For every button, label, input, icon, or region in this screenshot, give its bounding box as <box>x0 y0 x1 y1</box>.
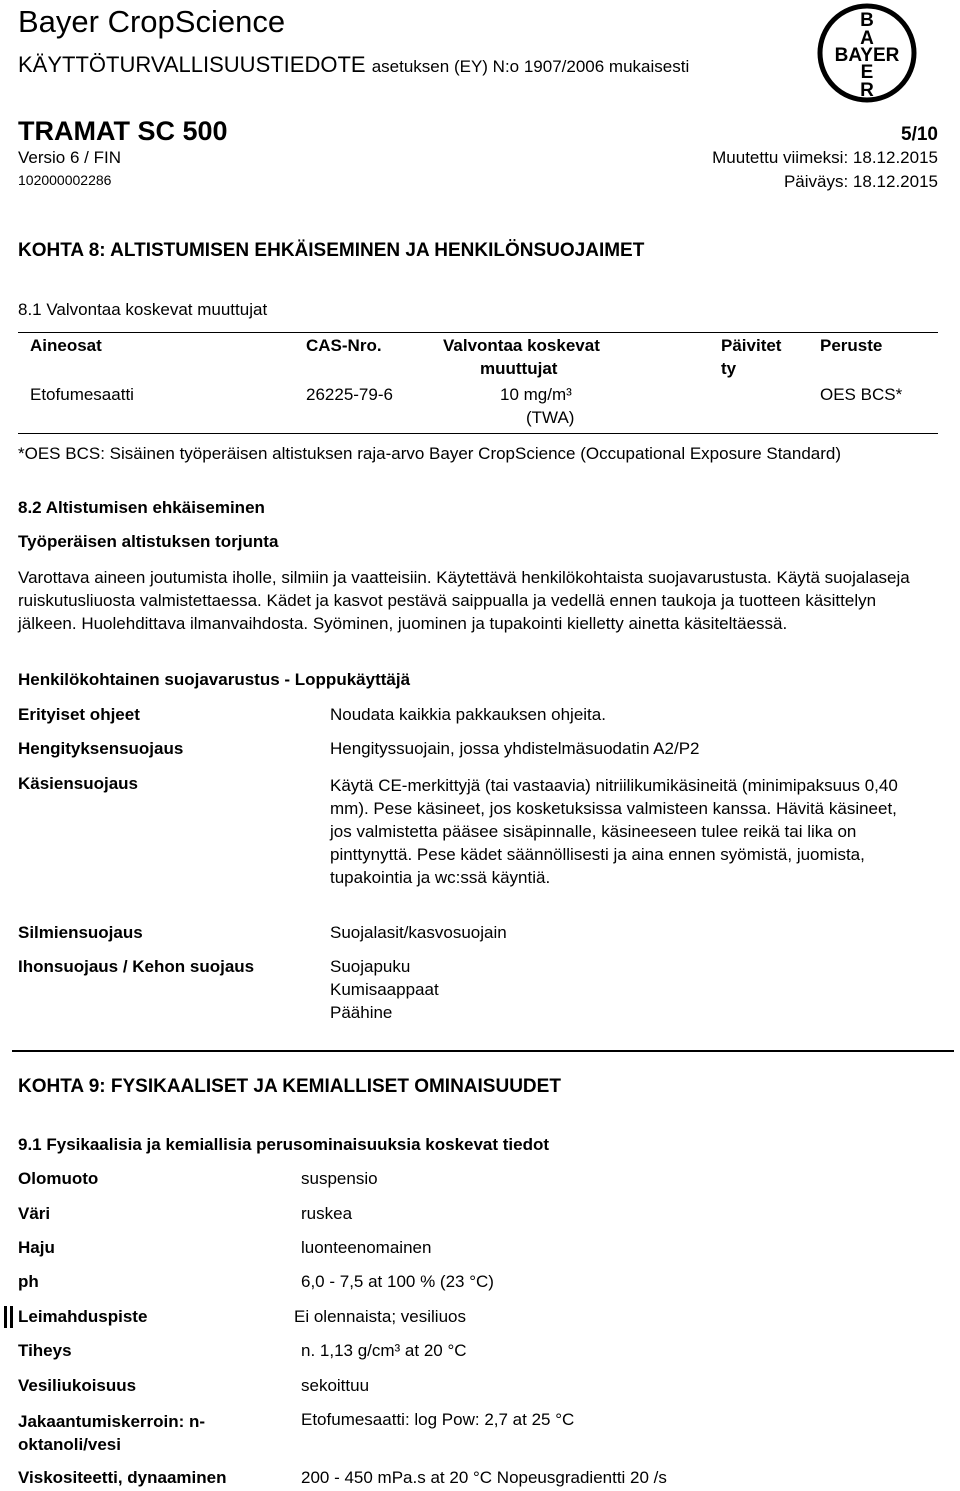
prop-label-solubility: Vesiliukoisuus <box>18 1376 137 1395</box>
bayer-cross-logo <box>816 2 918 104</box>
ppe-value-eye: Suojalasit/kasvosuojain <box>330 923 507 942</box>
document-title <box>18 52 689 78</box>
prop-label-form: Olomuoto <box>18 1169 99 1188</box>
prop-value-odor: luonteenomainen <box>301 1238 432 1257</box>
table-cell-basis: OES BCS* <box>820 385 903 404</box>
company-name: Bayer CropScience <box>18 4 286 39</box>
regulation-text: asetuksen (EY) N:o 1907/2006 mukaisesti <box>371 57 690 76</box>
prop-value-density: n. 1,13 g/cm³ at 20 °C <box>301 1341 467 1360</box>
section-divider <box>12 1050 954 1052</box>
table-cell-value-line2: (TWA) <box>526 408 575 427</box>
prop-label-flashpoint: Leimahduspiste <box>18 1307 148 1326</box>
prop-value-partition: Etofumesaatti: log Pow: 2,7 at 25 °C <box>301 1410 575 1429</box>
table-header-control-line1: Valvontaa koskevat <box>443 336 600 355</box>
prop-value-flashpoint: Ei olennaista; vesiliuos <box>294 1307 466 1326</box>
logo-letter-upper: A <box>860 28 874 49</box>
ppe-label-respiratory: Hengityksensuojaus <box>18 739 184 758</box>
table-header-component: Aineosat <box>30 336 102 355</box>
ppe-heading: Henkilökohtainen suojavarustus - Loppukäyttäjä <box>18 670 411 689</box>
section-8-title: KOHTA 8: ALTISTUMISEN EHKÄISEMINEN JA HENKILÖNSUOJAIMET <box>18 240 645 261</box>
prop-label-partition: Jakaantumiskerroin: n-oktanoli/vesi <box>18 1412 206 1454</box>
logo-word-middle: BAYER <box>834 45 900 66</box>
change-bar-right <box>10 1306 13 1328</box>
ppe-value-skin-3: Päähine <box>330 1003 393 1022</box>
prop-label-ph: ph <box>18 1272 39 1291</box>
ppe-value-general: Noudata kaikkia pakkauksen ohjeita. <box>330 705 606 724</box>
prop-label-density: Tiheys <box>18 1341 72 1360</box>
prop-label-viscosity: Viskositeetti, dynaaminen <box>18 1468 227 1487</box>
table-header-basis: Peruste <box>820 336 883 355</box>
table-header-control-line2: muuttujat <box>480 359 558 378</box>
sds-title: KÄYTTÖTURVALLISUUSTIEDOTE <box>18 52 366 77</box>
prop-value-ph: 6,0 - 7,5 at 100 % (23 °C) <box>301 1272 494 1291</box>
ppe-label-skin: Ihonsuojaus / Kehon suojaus <box>18 957 255 976</box>
prop-value-solubility: sekoittuu <box>301 1376 370 1395</box>
ppe-label-hand: Käsiensuojaus <box>18 774 138 793</box>
logo-letter-bottom: R <box>860 80 874 101</box>
table-cell-component: Etofumesaatti <box>30 385 134 404</box>
change-bar-left <box>4 1306 7 1328</box>
table-top-rule <box>18 332 938 333</box>
product-name: TRAMAT SC 500 <box>18 116 228 146</box>
prop-value-viscosity: 200 - 450 mPa.s at 20 °C Nopeusgradientti 20 /s <box>301 1468 667 1487</box>
ppe-value-hand: Käytä CE-merkittyjä (tai vastaavia) nitriilikumikäsineitä (minimipaksuus 0,40 mm). Pese käsineet, jos kosketuksissa valmisteen kanssa. Hävitä käsineet, jos valmistetta pääsee sisäpinnalle, käsineeseen tulee reikä tai lika on pinttynyttä. Pese kädet säännöllisesti ja aina ennen syömistä, juomista, tupakointia ja wc:ssä käyntiä. <box>330 776 898 887</box>
table-cell-value-line1: 10 mg/m³ <box>500 385 572 404</box>
subsection-9-1-title: 9.1 Fysikaalisia ja kemiallisia perusominaisuuksia koskevat tiedot <box>18 1135 550 1154</box>
modified-date: Muutettu viimeksi: 18.12.2015 <box>712 148 938 167</box>
ppe-value-respiratory: Hengityssuojain, jossa yhdistelmäsuodatin A2/P2 <box>330 739 700 758</box>
subsection-8-1-title: 8.1 Valvontaa koskevat muuttujat <box>18 300 268 319</box>
logo-letter-top: B <box>860 10 874 31</box>
ppe-label-general: Erityiset ohjeet <box>18 705 140 724</box>
subsection-8-2-title: 8.2 Altistumisen ehkäiseminen <box>18 498 265 517</box>
prop-value-form: suspensio <box>301 1169 378 1188</box>
table-header-updated-line1: Päivitet <box>721 336 782 355</box>
issue-date: Päiväys: 18.12.2015 <box>783 172 938 191</box>
table-cell-cas: 26225-79-6 <box>306 385 393 404</box>
page-number: 5/10 <box>901 124 938 145</box>
prop-value-color: ruskea <box>301 1204 353 1223</box>
ppe-label-eye: Silmiensuojaus <box>18 923 143 942</box>
ppe-value-skin-1: Suojapuku <box>330 957 411 976</box>
oes-footnote: *OES BCS: Sisäinen työperäisen altistuksen raja-arvo Bayer CropScience (Occupational Exposure Standard) <box>18 444 842 463</box>
section-9-title: KOHTA 9: FYSIKAALISET JA KEMIALLISET OMINAISUUDET <box>18 1076 561 1097</box>
version-label: Versio 6 / FIN <box>18 148 121 167</box>
prop-label-color: Väri <box>18 1204 51 1223</box>
document-number: 102000002286 <box>18 172 112 188</box>
logo-letter-lower: E <box>860 62 874 83</box>
table-bottom-rule <box>18 433 938 434</box>
table-header-cas: CAS-Nro. <box>306 336 382 355</box>
exposure-controls-text: Varottava aineen joutumista iholle, silmiin ja vaatteisiin. Käytettävä henkilökohtaista suojavarustusta. Käytä suojalaseja ruiskutusliuosta valmistettaessa. Kädet ja kasvot pestävä saippualla ja vedellä ennen taukoja ja tuotteen käsittelyn jälkeen. Huolehdittava ilmanvaihdosta. Syöminen, juominen ja tupakointi kielletty ainetta käsiteltäessä. <box>18 568 910 633</box>
table-header-updated-line2: ty <box>721 359 737 378</box>
prop-label-odor: Haju <box>18 1238 55 1257</box>
ppe-value-skin-2: Kumisaappaat <box>330 980 439 999</box>
exposure-controls-heading: Työperäisen altistuksen torjunta <box>18 532 279 551</box>
